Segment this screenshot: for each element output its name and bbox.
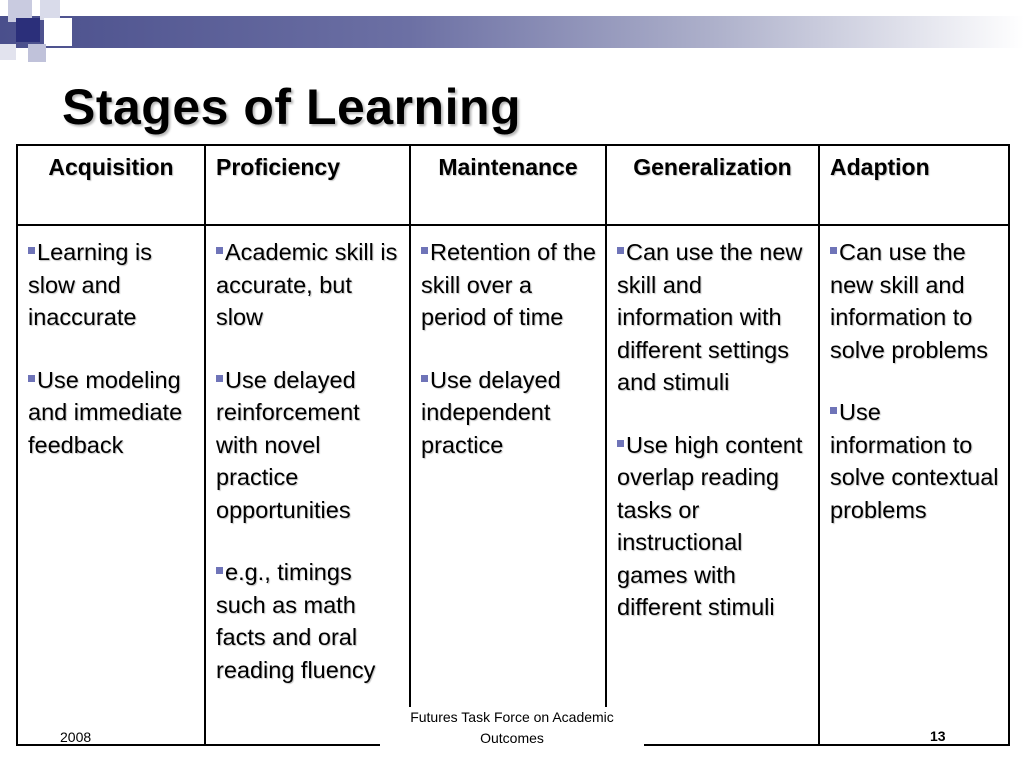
header-generalization: Generalization — [606, 145, 819, 225]
square-bullet-icon — [216, 247, 223, 254]
bullet-text: Use delayed reinforcement with novel practice opportunities — [216, 366, 360, 523]
list-item — [28, 364, 196, 462]
bullet-text: e.g., timings such as math facts and oral reading fluency — [216, 559, 376, 683]
square-bullet-icon — [421, 375, 428, 382]
square-bullet-icon — [830, 407, 837, 414]
square-bullet-icon — [830, 247, 837, 254]
footer-source — [380, 707, 644, 749]
cell-acquisition — [17, 225, 205, 745]
bullet-text: Use information to solve contextual problems — [830, 399, 999, 523]
list-item — [421, 236, 597, 334]
decorative-square — [16, 18, 40, 42]
footer-year: 2008 — [60, 729, 92, 745]
bullet-text: Use delayed independent practice — [421, 366, 561, 458]
bullet-text: Can use the new skill and information with different settings and stimuli — [617, 239, 803, 395]
list-item — [216, 236, 401, 334]
header-proficiency: Proficiency — [205, 145, 410, 225]
decorative-square — [0, 44, 16, 60]
cell-proficiency — [205, 225, 410, 745]
list-item — [830, 236, 1000, 366]
square-bullet-icon — [421, 247, 428, 254]
list-item — [216, 364, 401, 527]
square-bullet-icon — [216, 375, 223, 382]
decorative-square — [44, 18, 72, 46]
header-row — [17, 145, 1009, 225]
header-maintenance: Maintenance — [410, 145, 606, 225]
bullet-text: Retention of the skill over a period of time — [421, 239, 596, 330]
decorative-square — [40, 0, 60, 20]
cell-adaption — [819, 225, 1009, 745]
header-band — [0, 16, 1024, 48]
bullet-text: Use modeling and immediate feedback — [28, 366, 183, 458]
list-item — [830, 396, 1000, 526]
cell-maintenance — [410, 225, 606, 745]
header-adaption: Adaption — [819, 145, 1009, 225]
bullet-text: Academic skill is accurate, but slow — [216, 239, 398, 330]
header-acquisition: Acquisition — [17, 145, 205, 225]
square-bullet-icon — [28, 247, 35, 254]
decorative-square — [28, 44, 46, 62]
square-bullet-icon — [216, 567, 223, 574]
list-item — [421, 364, 597, 462]
square-bullet-icon — [617, 440, 624, 447]
footer-source-line: Outcomes — [480, 730, 544, 746]
cell-generalization — [606, 225, 819, 745]
stages-table — [16, 144, 1010, 746]
bullet-text: Use high content overlap reading tasks or instructional games with different stimuli — [617, 431, 803, 620]
square-bullet-icon — [617, 247, 624, 254]
list-item — [617, 236, 810, 399]
list-item — [617, 429, 810, 624]
list-item — [216, 556, 401, 686]
footer-source-line: Futures Task Force on Academic — [410, 709, 614, 725]
bullet-text: Learning is slow and inaccurate — [28, 239, 152, 330]
bullet-text: Can use the new skill and information to solve problems — [830, 239, 989, 363]
page-number: 13 — [930, 728, 946, 744]
content-row — [17, 225, 1009, 745]
square-bullet-icon — [28, 375, 35, 382]
slide-title: Stages of Learning — [62, 79, 522, 135]
list-item — [28, 236, 196, 334]
